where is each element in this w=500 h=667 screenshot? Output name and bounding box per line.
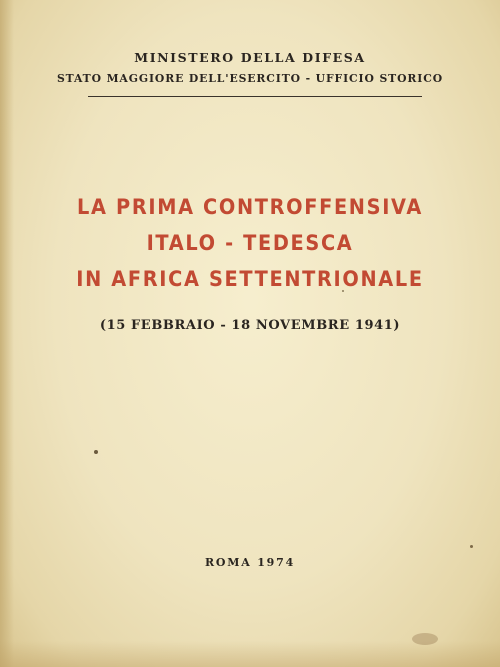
header-divider — [88, 96, 422, 97]
paper-spot — [470, 545, 473, 548]
title-line-2: ITALO - TEDESCA — [146, 231, 354, 255]
publisher-header — [0, 50, 500, 87]
book-title — [20, 189, 480, 297]
title-line-1: LA PRIMA CONTROFFENSIVA — [77, 195, 423, 219]
date-range: (15 FEBBRAIO - 18 NOVEMBRE 1941) — [99, 318, 401, 333]
publication-imprint: ROMA 1974 — [204, 556, 296, 569]
ministry-name: MINISTERO DELLA DIFESA — [134, 50, 366, 65]
office-name: STATO MAGGIORE DELL'ESERCITO - UFFICIO STORICO — [56, 72, 444, 85]
paper-spot — [94, 450, 98, 454]
paper-spot — [412, 633, 438, 645]
title-line-3: IN AFRICA SETTENTRIONALE — [76, 267, 424, 291]
